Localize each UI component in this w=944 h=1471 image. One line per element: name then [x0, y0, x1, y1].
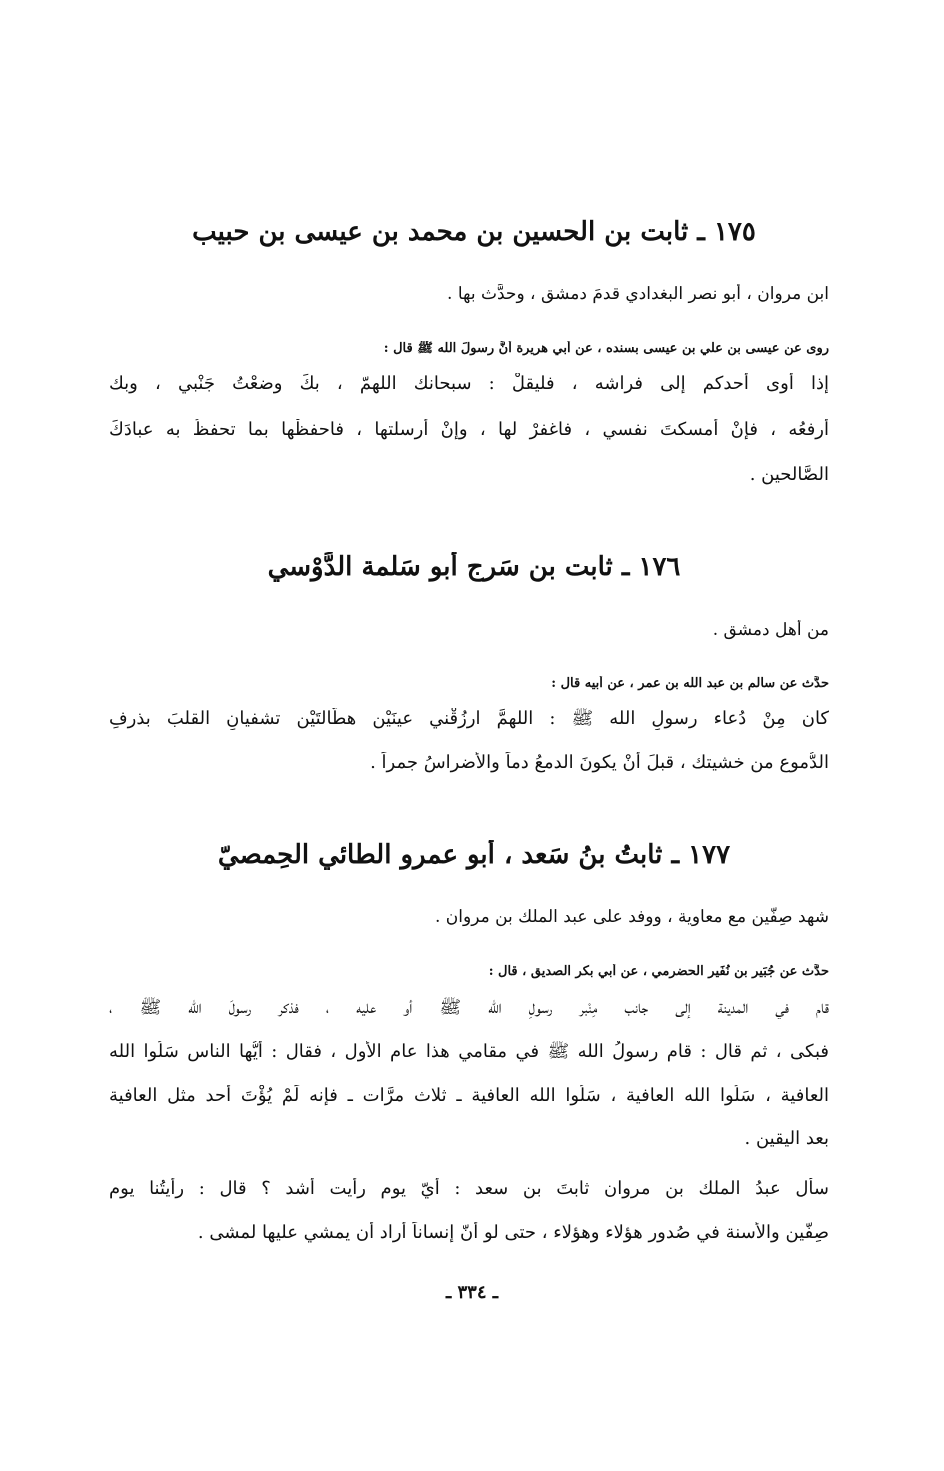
entry-text-177-line-1: قام في المدينة إلى جانب مِنْبر رسولِ الله ﷺ أو عليه ، فذكر رسولَ الله ﷺ ،	[109, 997, 829, 1018]
entry-text-177-line-2: فبكى ، ثم قال : قام رسولُ الله ﷺ في مقامي هذا عام الأول ، فقال : أيُّها الناس سَلُوا الله	[109, 1041, 829, 1062]
entry-bio-176: من أهل دمشق .	[712, 620, 829, 640]
entry-text-177-line-3: العافية ، سَلُوا الله العافية ، سَلُوا الله العافية ـ ثلاث مرَّات ـ فإنه لَمْ يُؤْتَ أحد مثل العافية	[109, 1085, 829, 1106]
entry-text-176-line-1: كان مِنْ دُعاء رسولِ الله ﷺ : اللهمَّ ارزُقْني عينَيْن هطَّالتَيْن تشفيانِ القلبَ بذرفِ	[109, 708, 829, 729]
entry-anecdote-177-line-1: سأل عبدُ الملك بن مروان ثابتَ بن سعد : أيّ يوم رأيت أشد ؟ قال : رأيتُنا يوم	[109, 1178, 829, 1199]
entry-heading-176: ١٧٦ ـ ثابت بن سَرج أبو سَلمة الدَّوْسي	[267, 552, 681, 582]
entry-text-175-line-1: إذا أوى أحدكم إلى فراشه ، فليقلْ : سبحانك اللهمّ ، بكَ وضعْتُ جَنْبي ، وبك	[109, 373, 829, 394]
entry-chain-176: حدَّث عن سالم بن عبد الله بن عمر ، عن أبيه قال :	[551, 676, 829, 691]
entry-text-175-line-3: الصَّالحين .	[749, 464, 829, 485]
entry-chain-177: حدَّث عن جُبَير بن نُفَير الحضرمي ، عن أبي بكر الصديق ، قال :	[488, 964, 829, 979]
entry-text-177-line-4: بعد اليقين .	[744, 1128, 829, 1149]
entry-anecdote-177-line-2: صِفّين والأسنة في صُدور هؤلاء وهؤلاء ، حتى لو أنّ إنساناً أراد أن يمشي عليها لمشى .	[197, 1222, 829, 1243]
entry-bio-177: شهد صِفّين مع معاوية ، ووفد على عبد الملك بن مروان .	[434, 907, 829, 927]
entry-text-175-line-2: أرفعُه ، فإنْ أمسكتَ نفسي ، فاغفرْ لها ، وإنْ أرسلتها ، فاحفظْها بما تحفظُ به عبادَكَ	[109, 419, 829, 440]
entry-text-176-line-2: الدُّموع من خشيتك ، قبلَ أنْ يكونَ الدمعُ دماً والأضراسُ جمراً .	[370, 752, 829, 773]
entry-bio-175: ابن مروان ، أبو نصر البغدادي قدمَ دمشق ، وحدَّث بها .	[447, 284, 829, 304]
entry-chain-175: روى عن عيسى بن علي بن عيسى بسنده ، عن أبي هريرة أنَّ رسولَ الله ﷺ قال :	[383, 341, 829, 356]
entry-heading-175: ١٧٥ ـ ثابت بن الحسين بن محمد بن عيسى بن حبيب	[192, 217, 756, 247]
entry-heading-177: ١٧٧ ـ ثابتُ بنُ سَعد ، أبو عمرو الطائي الحِمصيّ	[217, 840, 731, 870]
page-number: ـ ٣٣٤ ـ	[445, 1282, 499, 1303]
